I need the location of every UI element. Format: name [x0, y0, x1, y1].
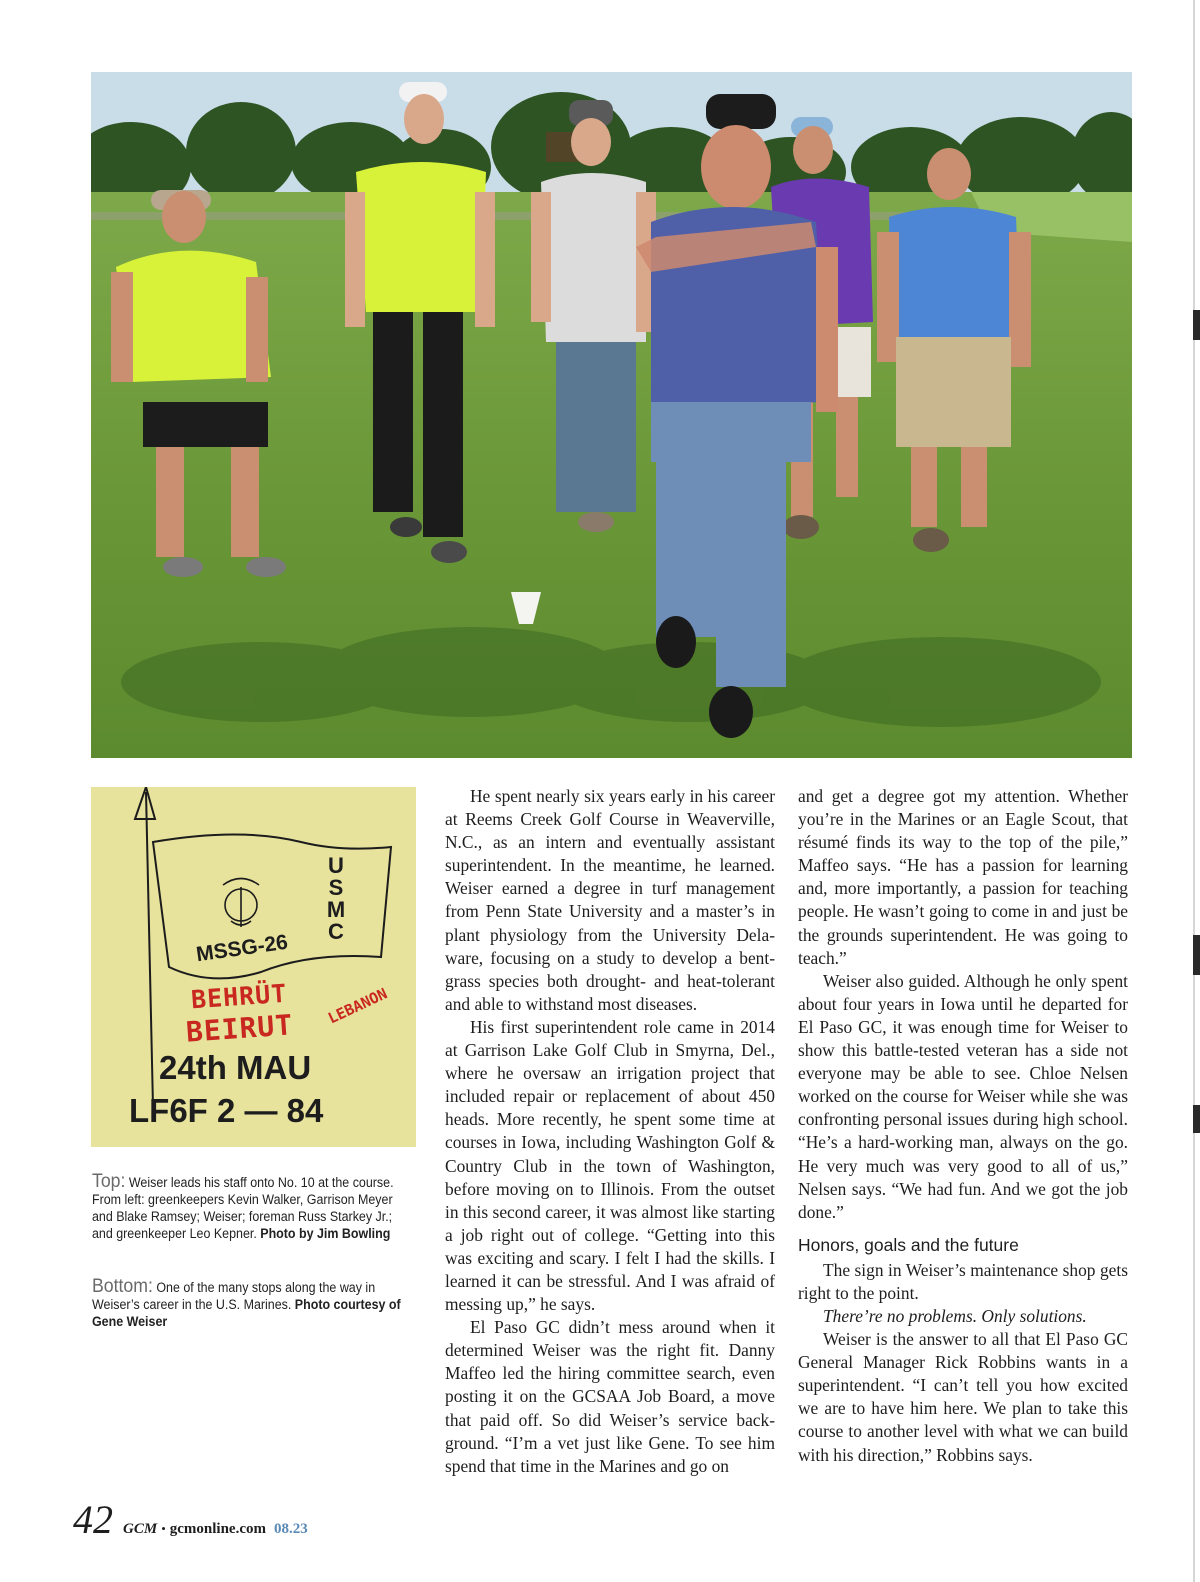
bottom-photo-caption: [92, 1278, 404, 1330]
paragraph: The sign in Weiser’s maintenance shop gets right to the point.: [798, 1259, 1128, 1303]
bullet-separator: •: [161, 1521, 166, 1536]
paragraph: Weiser is the answer to all that El Paso GC General Manager Rick Robbins wants in a superintendent. “I can’t tell you how excited we are to have him here. We plan to take this course to another level with what we can build with his direction,” Robbins says.: [798, 1329, 1128, 1465]
usmc-label: USMC: [326, 853, 346, 944]
paragraph: Weiser also guided. Although he only spent about four years in Iowa until he departed for El Paso GC, it was enough time for Weiser to show this battle-tested veteran has a side not everyone may be able to see. Chloe Nelsen worked on the course for Weiser while she was confronting personal issues during high school. “He’s a hard-working man, always on the go. He very much was very good to all of us,” Nelsen says. “We had fun. And we got the job done.”: [798, 970, 1128, 1222]
section-subhead: Honors, goals and the future: [798, 1234, 1019, 1255]
website-link[interactable]: gcmonline.com: [169, 1521, 266, 1537]
paragraph: His first superintendent role came in 2014 at Garrison Lake Golf Club in Smyrna, Del., where he oversaw an irrigation project that included repair or replacement of about 450 heads. More recently, he spent some time at courses in Iowa, including Washington Golf & Country Club in the town of Washington, before moving on to Illinois. From the outset in this second career, it was almost like starting a job right out of college. “Getting into this was exciting and scary. I felt I had the skills. I learned it can be stressful. And I was afraid of messing up,” he says.: [445, 1016, 775, 1315]
mssg-label: MSSG-26: [194, 930, 290, 967]
caption-text: One of the many stops along the way in Weiser’s career in the U.S. Marines.: [92, 1280, 376, 1312]
handwritten-behrut: BEHRÜT: [190, 978, 289, 1015]
paragraph: El Paso GC didn’t mess around when it determined Weiser was the right fit. Danny Maffeo led the hiring committee search, even posting it on the GCSAA Job Board, a move that paid off. So did Weiser’s service background. “I’m a vet just like Gene. To see him spend that time in the Marines and go on: [445, 1317, 775, 1476]
article-column-2: [798, 785, 1128, 1467]
edge-mark: [1193, 310, 1200, 340]
handwritten-beirut: BEIRUT: [184, 1008, 295, 1049]
mau-label: 24th MAU: [159, 1049, 312, 1086]
edge-mark: [1193, 1105, 1200, 1133]
page-footer: [73, 1496, 308, 1542]
caption-text: Weiser leads his staff onto No. 10 at the course. From left: greenkeepers Kevin Walker, Garrison Meyer and Blake Ramsey; Weiser; foreman Russ Starkey Jr.; and greenkeeper Leo Kepner.: [92, 1175, 394, 1241]
photo-credit: Photo courtesy of Gene Weiser: [92, 1297, 401, 1329]
golf-course-scene: [91, 72, 1132, 758]
caption-lead: Top:: [92, 1171, 126, 1192]
top-photo-caption: [92, 1173, 404, 1242]
handwritten-lebanon: LEBANON: [325, 984, 391, 1028]
issue-date: 08.23: [273, 1521, 308, 1537]
page-number: 42: [73, 1497, 113, 1542]
top-photo: [91, 72, 1132, 758]
magazine-name: GCM: [123, 1521, 158, 1537]
date-label: LF6F 2 — 84: [129, 1092, 324, 1129]
article-column-1: [445, 785, 775, 1478]
page-edge: [1193, 0, 1195, 1582]
pull-quote-italic: There’re no problems. Only solutions.: [823, 1305, 1087, 1326]
edge-mark: [1193, 935, 1200, 975]
photo-credit: Photo by Jim Bowling: [260, 1226, 391, 1241]
paragraph: He spent nearly six years early in his career at Reems Creek Golf Course in Weaverville, N.C., as an intern and eventually assistant superintendent. In the meantime, he learned. Weiser earned a degree in turf management from Penn State University and a master’s in plant physiology from the University Delaware, focusing on a study to develop a bentgrass species both drought- and heat-tolerant and able to withstand most diseases.: [445, 786, 775, 1014]
caption-lead: Bottom:: [92, 1276, 153, 1297]
marine-flag-photo: [91, 787, 416, 1147]
paragraph: and get a degree got my attention. Whether you’re in the Marines or an Eagle Scout, that résumé finds its way to the top of the pile,” Maffeo says. “He has a passion for learning and, more importantly, a passion for teaching people. He wasn’t going to come in and just be the grounds superintendent. He was going to teach.”: [798, 786, 1128, 968]
